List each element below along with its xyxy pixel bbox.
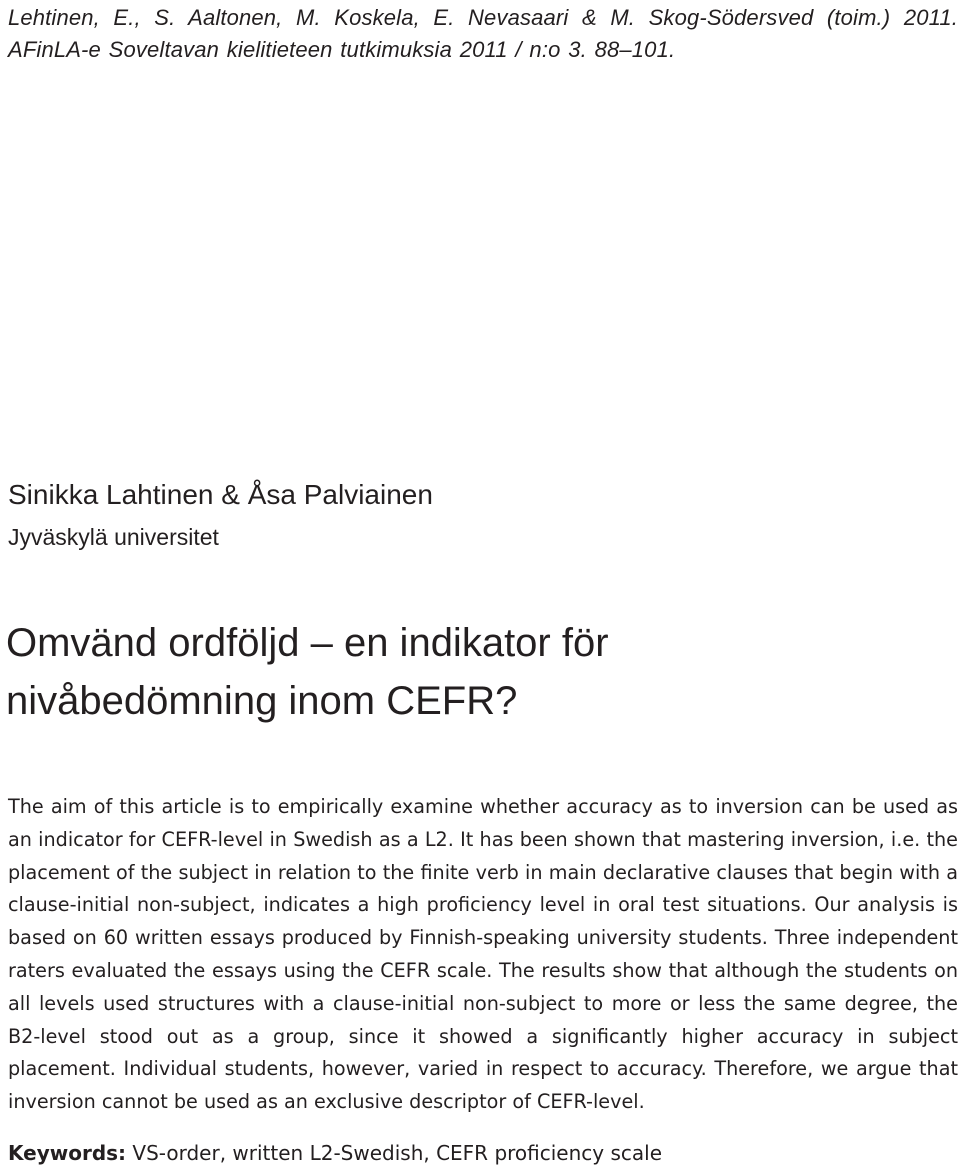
abstract: The aim of this article is to empirically examine whether accuracy as to inversion can be used as an indicator for CEFR-level in Swedish as a L2. It has been shown that mastering inversion, i.e. the placement of the subject in relation to the finite verb in main declarative clauses that begin with a clause-initial non-subject, indicates a high proficiency level in oral test situations. Our analysis is based on 60 written essays produced by Finnish-speaking university students. Three independent raters evaluated the essays using the CEFR scale. The results show that although the students on all levels used structures with a clause-initial non-subject to more or less the same degree, the B2-level stood out as a group, since it showed a significantly higher accuracy in subject placement. Individual students, however, varied in respect to accuracy. Therefore, we argue that inversion cannot be used as an exclusive descriptor of CEFR-level.: [8, 795, 958, 1114]
authors: Sinikka Lahtinen & Åsa Palviainen: [8, 479, 433, 510]
keywords-value: VS-order, written L2-Swedish, CEFR proficiency scale: [132, 1141, 663, 1165]
keywords-label: Keywords:: [8, 1141, 127, 1165]
article-title: [6, 614, 906, 730]
affiliation: Jyväskylä universitet: [8, 524, 219, 550]
article-title-line-1: Omvänd ordföljd – en indikator för: [6, 621, 609, 665]
citation: Lehtinen, E., S. Aaltonen, M. Koskela, E. Nevasaari & M. Skog-Södersved (toim.) 2011. AFinLA-e Soveltavan kielitieteen tutkimuksia 2011 / n:o 3. 88–101.: [8, 5, 958, 62]
article-title-line-2: nivåbedömning inom CEFR?: [6, 679, 518, 723]
keywords: [8, 1137, 958, 1169]
